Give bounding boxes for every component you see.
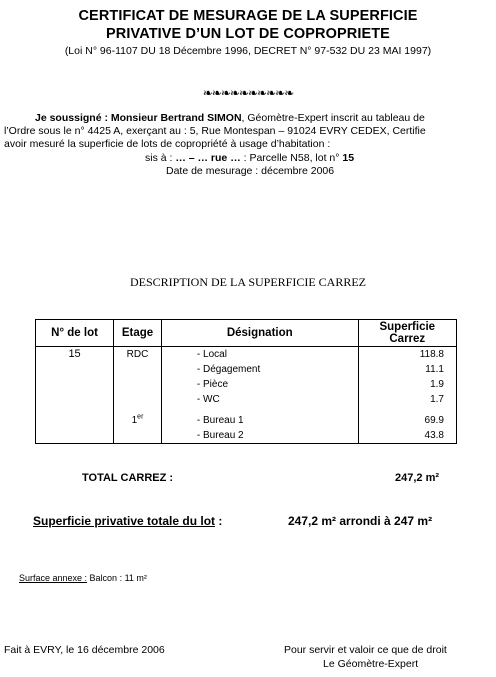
designation-bureau2: - Bureau 2	[196, 430, 244, 441]
parcel-text: : Parcelle N58, lot n°	[240, 152, 343, 164]
place-date: Fait à EVRY, le 16 décembre 2006	[4, 644, 165, 656]
intro-lead: Je soussigné :	[35, 112, 111, 124]
lot-value: 15	[68, 348, 81, 360]
law-reference: (Loi N° 96-1107 DU 18 Décembre 1996, DECRET N° 97-532 DU 23 MAI 1997)	[64, 45, 432, 57]
table-header-row	[36, 320, 457, 347]
annex-line	[19, 573, 147, 583]
intro-line2: l’Ordre sous le n° 4425 A, exerçant au : 5, Rue Montespan – 91024 EVRY CEDEX, Certifie	[4, 125, 426, 137]
area-local: 118.8	[419, 349, 444, 360]
designation-wc: - WC	[196, 394, 220, 405]
floor-cell	[114, 347, 162, 444]
area-bureau2: 43.8	[424, 430, 444, 441]
total-label: TOTAL CARREZ :	[82, 472, 174, 484]
document-title-line2: PRIVATIVE D’UN LOT DE COPROPRIETE	[106, 26, 390, 42]
area-cell	[358, 347, 456, 444]
designation-local: - Local	[196, 349, 227, 360]
carrez-table	[35, 319, 457, 444]
intro-line1-rest: , Géomètre-Expert inscrit au tableau de	[241, 112, 425, 124]
header-lot: N° de lot	[36, 320, 114, 347]
header-etage: Etage	[114, 320, 162, 347]
floor-first: 1er	[131, 413, 144, 426]
annex-label: Surface annexe :	[19, 573, 88, 583]
floor-rdc: RDC	[126, 349, 149, 360]
designation-piece: - Pièce	[196, 379, 229, 390]
annex-value: Balcon : 11 m²	[87, 573, 147, 583]
ornament-divider: ❧❧❧❧❧❧❧❧❧❧	[202, 86, 294, 100]
measure-date: Date de mesurage : décembre 2006	[166, 165, 335, 177]
area-bureau1: 69.9	[424, 415, 444, 426]
private-area-colon: :	[215, 514, 223, 528]
area-piece: 1.9	[430, 379, 444, 390]
lot-number: 15	[342, 152, 355, 164]
location-blank: … – … rue …	[175, 152, 241, 164]
lot-cell	[36, 347, 114, 444]
location-line	[145, 152, 354, 165]
header-designation: Désignation	[161, 320, 358, 347]
private-area-value: 247,2 m² arrondi à 247 m²	[288, 514, 433, 528]
area-wc: 1.7	[430, 394, 444, 405]
closing-formula: Pour servir et valoir ce que de droit	[284, 644, 447, 656]
location-prefix: sis à :	[145, 152, 176, 164]
header-superficie-line1: Superficie	[379, 321, 436, 333]
area-degagement: 11.1	[425, 364, 444, 375]
designation-bureau1: - Bureau 1	[196, 415, 244, 426]
header-superficie	[358, 320, 456, 347]
designation-cell	[161, 347, 358, 444]
intro-line3: avoir mesuré la superficie de lots de copropriété à usage d’habitation :	[4, 138, 331, 150]
intro-line1	[35, 112, 495, 125]
document-title: CERTIFICAT DE MESURAGE DE LA SUPERFICIE	[78, 8, 418, 24]
section-title: DESCRIPTION DE LA SUPERFICIE CARREZ	[129, 275, 367, 289]
private-area-label: Superficie privative totale du lot	[33, 514, 216, 528]
designation-degagement: - Dégagement	[196, 364, 261, 375]
table-row	[36, 347, 457, 444]
total-value: 247,2 m²	[395, 472, 440, 484]
header-superficie-line2: Carrez	[389, 333, 426, 345]
surveyor-name: Monsieur Bertrand SIMON	[110, 112, 242, 124]
private-area-line	[33, 514, 222, 528]
signer-title: Le Géomètre-Expert	[323, 658, 419, 670]
